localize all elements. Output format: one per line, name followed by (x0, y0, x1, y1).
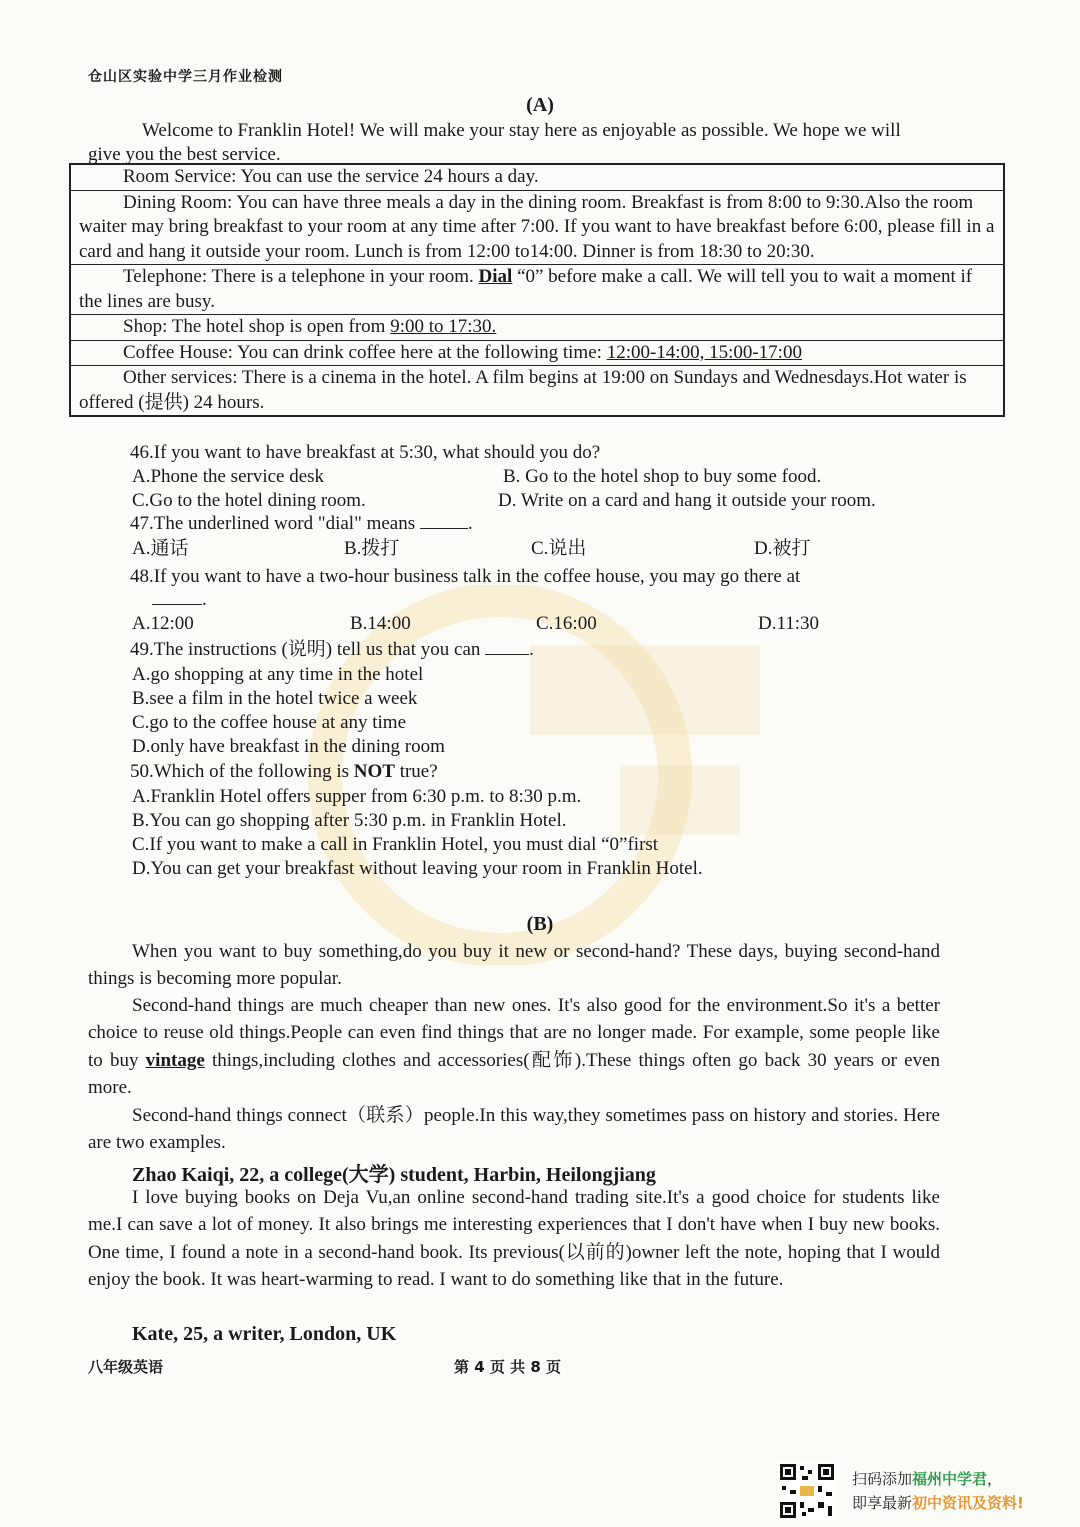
hotel-services-table (69, 163, 1005, 417)
dial-word: Dial (478, 266, 513, 287)
b-paragraph-3: Second-hand things connect（联系）people.In this way,they sometimes pass on history and stories. Here are two examples. (88, 1105, 940, 1154)
answer-blank (420, 512, 468, 529)
q46-question: 46.If you want to have breakfast at 5:30, what should you do? (130, 442, 601, 463)
room-service-row: Room Service: You can use the service 24 hours a day. (123, 166, 539, 187)
school-header: 仓山区实验中学三月作业检测 (88, 69, 283, 85)
q49-option-b: B.see a film in the hotel twice a week (132, 688, 418, 709)
other-services-row: Other services: There is a cinema in the hotel. A film begins at 19:00 on Sundays and Wednesdays.Hot water is offered (提供) 24 hours. (71, 365, 1003, 415)
q46-option-a: A.Phone the service desk (132, 466, 325, 487)
q47-question: 47.The underlined word "dial" means . (130, 513, 473, 534)
q50-option-c: C.If you want to make a call in Franklin Hotel, you must dial “0”first (132, 834, 659, 855)
b-paragraph-4: I love buying books on Deja Vu,an online second-hand trading site.It's a good choice for students like me.I can save a lot of money. It also brings me interesting experiences that I don't have when I buy new books. One time, I found a note in a second-hand book. Its previous(以前的)owner left the note, hoping that I would enjoy the book. It was heart-warming to read. I want to do something like that in the future. (88, 1187, 940, 1290)
qr-code-icon[interactable] (778, 1462, 836, 1520)
dining-room-row: Dining Room: You can have three meals a day in the dining room. Breakfast is from 8:00 to 9:30.Also the room waiter may bring breakfast to your room at any time after 7:00. If you want to have breakfast before 6:00, please fill in a card and hang it outside your room. Lunch is from 12:00 to14:00. Dinner is from 18:30 to 20:30. (71, 190, 1003, 265)
q49-option-c: C.go to the coffee house at any time (132, 712, 407, 733)
q50-question: 50.Which of the following is NOT true? (130, 761, 438, 782)
promo-line-2: 即享最新初中资讯及资料! (852, 1494, 1024, 1512)
q47-option-d: D.被打 (754, 538, 811, 559)
q47-option-c: C.说出 (531, 538, 587, 559)
q48-option-d: D.11:30 (758, 613, 820, 634)
promo-line-1: 扫码添加福州中学君， (852, 1470, 1003, 1488)
q46-option-d: D. Write on a card and hang it outside your room. (498, 490, 876, 511)
q47-option-b: B.拨打 (344, 538, 400, 559)
vintage-word: vintage (145, 1049, 205, 1071)
q49-option-a: A.go shopping at any time in the hotel (132, 664, 424, 685)
footer-subject: 八年级英语 (88, 1358, 164, 1376)
q49-option-d: D.only have breakfast in the dining room (132, 736, 445, 757)
answer-blank (152, 588, 202, 605)
q48-option-a: A.12:00 (132, 613, 194, 634)
coffee-house-row: Coffee House: You can drink coffee here at the following time: 12:00-14:00, 15:00-17:00 (71, 340, 1003, 366)
section-a-title: (A) (526, 94, 554, 116)
intro-paragraph: Welcome to Franklin Hotel! We will make your stay here as enjoyable as possible. We hope we will give you the best service. (88, 120, 901, 165)
q46-option-c: C.Go to the hotel dining room. (132, 490, 366, 511)
q50-option-a: A.Franklin Hotel offers supper from 6:30 p.m. to 8:30 p.m. (132, 786, 582, 807)
section-b-title: (B) (526, 913, 554, 935)
q49-question: 49.The instructions (说明) tell us that you can . (130, 639, 534, 660)
q50-option-d: D.You can get your breakfast without leaving your room in Franklin Hotel. (132, 858, 703, 879)
q50-option-b: B.You can go shopping after 5:30 p.m. in Franklin Hotel. (132, 810, 567, 831)
b-person-1: Zhao Kaiqi, 22, a college(大学) student, Harbin, Heilongjiang (132, 1164, 656, 1186)
q48-question: 48.If you want to have a two-hour business talk in the coffee house, you may go there at (130, 566, 801, 587)
q48-blank: . (152, 588, 207, 612)
shop-row: Shop: The hotel shop is open from 9:00 to 17:30. (71, 314, 1003, 340)
footer-page-number: 第 4 页 共 8 页 (454, 1358, 561, 1376)
coffee-time: 12:00-14:00, 15:00-17:00 (606, 341, 802, 363)
q46-option-b: B. Go to the hotel shop to buy some food. (503, 466, 822, 487)
q48-option-b: B.14:00 (350, 613, 411, 634)
q47-option-a: A.通话 (132, 538, 189, 559)
telephone-row: Telephone: There is a telephone in your room. Dial “0” before make a call. We will tell you to wait a moment if the lines are busy. (71, 264, 1003, 314)
b-paragraph-1: When you want to buy something,do you buy it new or second-hand? These days, buying second-hand things is becoming more popular. (88, 941, 940, 990)
answer-blank (485, 638, 529, 655)
q48-option-c: C.16:00 (536, 613, 597, 634)
shop-time: 9:00 to 17:30. (390, 316, 497, 337)
b-paragraph-2: Second-hand things are much cheaper than new ones. It's also good for the environment.So it's a better choice to reuse old things.People can even find things that are no longer made. For example, some people like to buy vintage things,including clothes and accessories(配饰).These things often go back 30 years or even more. (88, 995, 940, 1098)
b-person-2: Kate, 25, a writer, London, UK (132, 1323, 397, 1345)
